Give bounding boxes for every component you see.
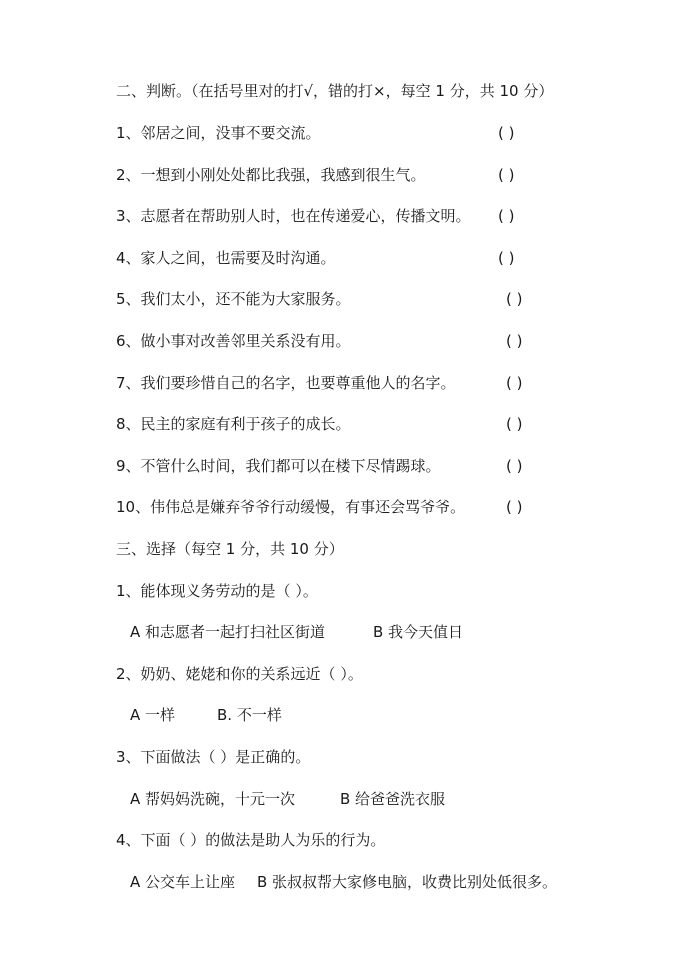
choice-3-option-a: A 帮妈妈洗碗，十元一次 (130, 790, 296, 808)
judge-item-5: 5、我们太小，还不能为大家服务。 (116, 290, 351, 308)
choice-question-4: 4、下面（ ）的做法是助人为乐的行为。 (116, 831, 386, 849)
judge-answer-8: ( ) (506, 415, 523, 433)
judge-answer-2: ( ) (498, 166, 515, 184)
choice-1-option-b: B 我今天值日 (373, 623, 464, 641)
judge-item-7: 7、我们要珍惜自己的名字，也要尊重他人的名字。 (116, 374, 456, 392)
judge-item-6: 6、做小事对改善邻里关系没有用。 (116, 332, 351, 350)
choice-1-option-a: A 和志愿者一起打扫社区街道 (130, 623, 326, 641)
choice-question-3: 3、下面做法（ ）是正确的。 (116, 748, 311, 766)
judge-item-10: 10、伟伟总是嫌弃爷爷行动缓慢，有事还会骂爷爷。 (116, 498, 466, 516)
judge-answer-4: ( ) (498, 249, 515, 267)
judge-answer-1: ( ) (498, 124, 515, 142)
judge-item-3: 3、志愿者在帮助别人时，也在传递爱心，传播文明。 (116, 207, 471, 225)
judge-item-9: 9、不管什么时间，我们都可以在楼下尽情踢球。 (116, 457, 441, 475)
choice-question-2: 2、奶奶、姥姥和你的关系远近（ ）。 (116, 665, 363, 683)
judge-item-2: 2、一想到小刚处处都比我强，我感到很生气。 (116, 166, 426, 184)
judge-answer-10: ( ) (506, 498, 523, 516)
judge-answer-5: ( ) (506, 290, 523, 308)
choice-4-option-a: A 公交车上让座 (130, 873, 236, 891)
choice-2-option-a: A 一样 (130, 706, 176, 724)
choice-question-1: 1、能体现义务劳动的是（ ）。 (116, 582, 318, 600)
section3-heading: 三、选择（每空 1 分，共 10 分） (116, 540, 344, 558)
choice-2-option-b: B. 不一样 (217, 706, 282, 724)
choice-4-option-b: B 张叔叔帮大家修电脑，收费比别处低很多。 (257, 873, 558, 891)
choice-3-option-b: B 给爸爸洗衣服 (340, 790, 446, 808)
section2-heading: 二、判断。（在括号里对的打√，错的打×，每空 1 分，共 10 分） (116, 82, 554, 100)
judge-item-4: 4、家人之间，也需要及时沟通。 (116, 249, 336, 267)
judge-answer-7: ( ) (506, 374, 523, 392)
judge-answer-9: ( ) (506, 457, 523, 475)
judge-item-1: 1、邻居之间，没事不要交流。 (116, 124, 321, 142)
judge-item-8: 8、民主的家庭有利于孩子的成长。 (116, 415, 351, 433)
judge-answer-6: ( ) (506, 332, 523, 350)
judge-answer-3: ( ) (498, 207, 515, 225)
